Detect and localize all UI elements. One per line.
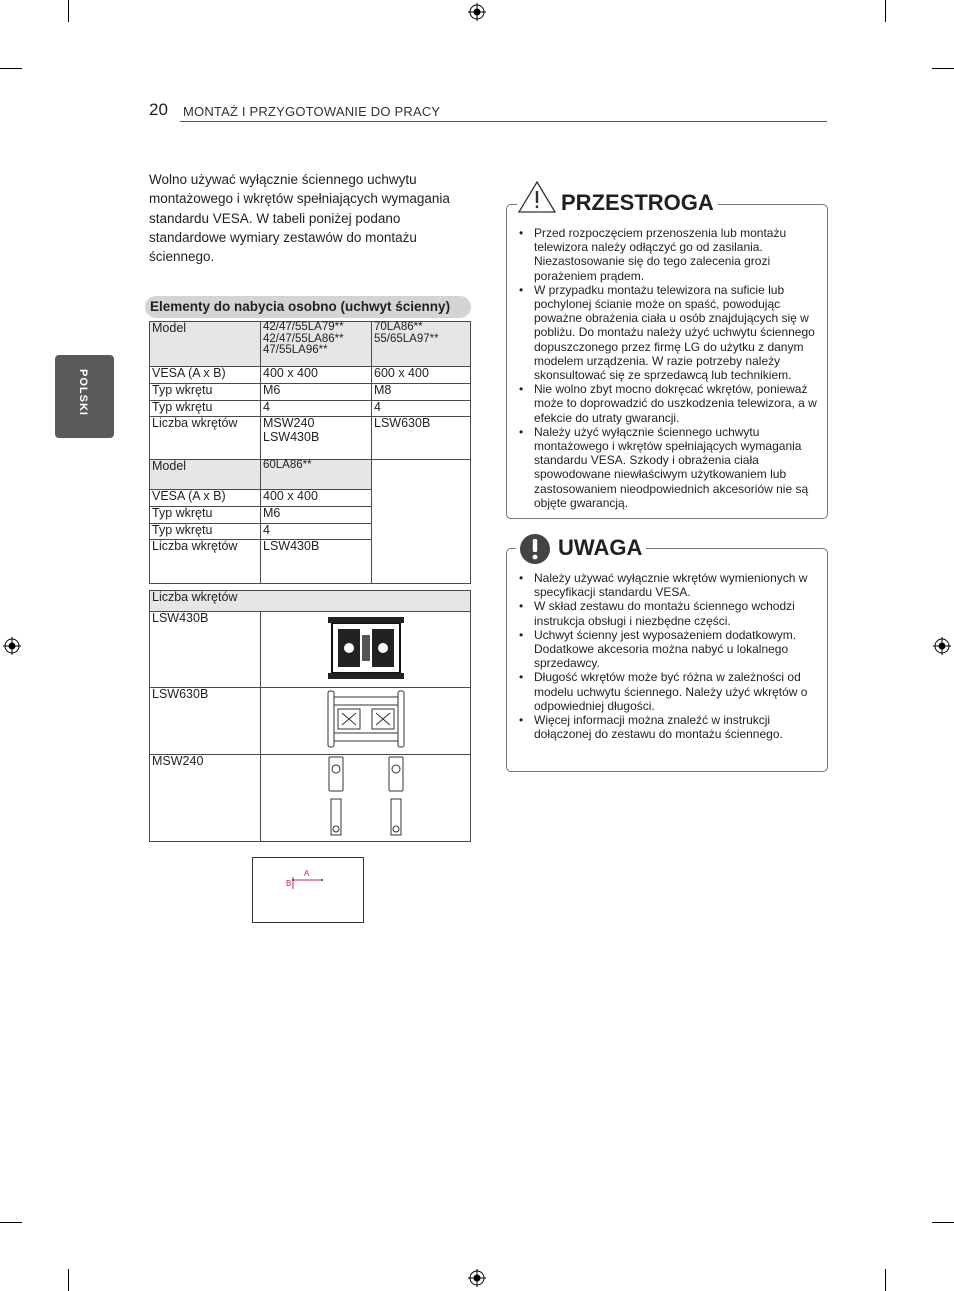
crop-mark [0, 1222, 22, 1223]
vesa-dimension-icon [253, 858, 363, 922]
crop-mark [885, 1269, 886, 1291]
dimension-label-a: A [304, 869, 310, 878]
crop-mark [0, 68, 22, 69]
note-item: • Uchwyt ścienny jest wyposażeniem dodatkowym. Dodatkowe akcesoria można nabyć u lokalnego sprzedawcy. [507, 628, 825, 671]
bracket-name: MSW240 [150, 755, 261, 842]
dimension-label-b: B [286, 879, 292, 888]
screw-count-b: 4 [372, 401, 471, 417]
bracket-image-cell [261, 688, 471, 755]
bracket-a: MSW240 LSW430B [261, 417, 372, 460]
registration-mark-icon [3, 637, 21, 655]
model-a: 42/47/55LA79** 42/47/55LA86** 47/55LA96** [261, 322, 372, 367]
vesa-c: 400 x 400 [261, 490, 372, 507]
bracket-name: LSW630B [150, 688, 261, 755]
msw240-bracket-icon [321, 755, 411, 837]
screw-count-label: Typ wkrętu [150, 524, 261, 540]
screw-type-c: M6 [261, 507, 372, 524]
bracket-label: Liczba wkrętów [150, 417, 261, 460]
bracket-image-cell [261, 612, 471, 688]
section-title: MONTAŻ I PRZYGOTOWANIE DO PRACY [183, 104, 441, 119]
language-tab-label: POLSKI [77, 369, 89, 416]
screw-count-a: 4 [261, 401, 372, 417]
crop-mark [932, 68, 954, 69]
intro-paragraph: Wolno używać wyłącznie ściennego uchwytu montażowego i wkrętów spełniających wymagania standardu VESA. W tabeli poniżej podano standardowe wymiary zestawów do montażu ściennego. [149, 172, 450, 265]
caution-title: PRZESTROGA [557, 190, 718, 216]
screw-type-label: Typ wkrętu [150, 507, 261, 524]
model-label: Model [150, 460, 261, 490]
registration-mark-icon [468, 3, 486, 21]
bracket-name: LSW430B [150, 612, 261, 688]
bracket-section-title: Elementy do nabycia osobno (uchwyt ścienny) [145, 296, 471, 318]
crop-mark [68, 1269, 69, 1291]
model-label: Model [150, 322, 261, 367]
note-item: • W skład zestawu do montażu ściennego wchodzi instrukcja obsługi i niezbędne części. [507, 599, 825, 627]
caution-item: • Przed rozpoczęciem przenoszenia lub montażu telewizora należy odłączyć go od zasilania. Niezastosowanie się do tego zalecenia grozi porażeniem prądem. [507, 226, 825, 283]
note-box [506, 548, 828, 772]
crop-mark [885, 0, 886, 22]
screw-type-b: M8 [372, 384, 471, 401]
vesa-a: 400 x 400 [261, 367, 372, 384]
lsw630b-bracket-icon [324, 689, 408, 749]
note-item: • Więcej informacji można znaleźć w instrukcji dołączonej do zestawu do montażu ściennego. [507, 713, 825, 741]
note-item: • Należy używać wyłącznie wkrętów wymienionych w specyfikacji standardu VESA. [507, 571, 825, 599]
header-divider [180, 121, 827, 122]
vesa-b: 600 x 400 [372, 367, 471, 384]
caution-item: • Należy użyć wyłącznie ściennego uchwytu montażowego i wkrętów spełniających wymagania standardu VESA. Szkody i obrażenia ciała spowodowane niewłaściwym użytkowaniem lub zastosowaniem nieodpowiednich akcesoriów nie są objęte gwarancją. [507, 425, 825, 510]
spec-table [149, 321, 471, 584]
crop-mark [932, 1222, 954, 1223]
lsw430b-bracket-icon [326, 615, 406, 681]
caution-item: • Nie wolno zbyt mocno dokręcać wkrętów, ponieważ może to doprowadzić do uszkodzenia telewizora, a w efekcie do utraty gwarancji. [507, 382, 825, 425]
screw-type-a: M6 [261, 384, 372, 401]
model-b: 70LA86** 55/65LA97** [372, 322, 471, 367]
bracket-table [149, 590, 471, 842]
crop-mark [68, 0, 69, 22]
caution-box [506, 204, 828, 519]
bracket-label: Liczba wkrętów [150, 540, 261, 584]
bracket-table-header: Liczba wkrętów [150, 591, 471, 612]
caution-item: • W przypadku montażu telewizora na suficie lub pochylonej ścianie może on spaść, powodując poważne obrażenia ciała u osób znajdujących się w pobliżu. Do montażu należy użyć uchwytu ściennego dopuszczonego przez firmę LG do użytku z danym modelem urządzenia. W razie potrzeby należy skonsultować się ze sprzedawcą lub technikiem. [507, 283, 825, 382]
bracket-c: LSW430B [261, 540, 372, 584]
registration-mark-icon [468, 1269, 486, 1287]
vesa-diagram [252, 857, 364, 923]
vesa-label: VESA (A x B) [150, 367, 261, 384]
model-c: 60LA86** [261, 460, 372, 490]
registration-mark-icon [933, 637, 951, 655]
warning-triangle-icon [517, 180, 557, 214]
language-tab [55, 355, 114, 438]
note-item: • Długość wkrętów może być różna w zależności od modelu uchwytu ściennego. Należy użyć wkrętów o odpowiedniej długości. [507, 670, 825, 713]
screw-count-label: Typ wkrętu [150, 401, 261, 417]
empty-cell [372, 460, 471, 584]
vesa-label: VESA (A x B) [150, 490, 261, 507]
screw-count-c: 4 [261, 524, 372, 540]
bracket-image-cell [261, 755, 471, 842]
note-title: UWAGA [554, 535, 646, 561]
page-number: 20 [149, 100, 168, 119]
bracket-b: LSW630B [372, 417, 471, 460]
exclamation-circle-icon [516, 532, 554, 566]
screw-type-label: Typ wkrętu [150, 384, 261, 401]
